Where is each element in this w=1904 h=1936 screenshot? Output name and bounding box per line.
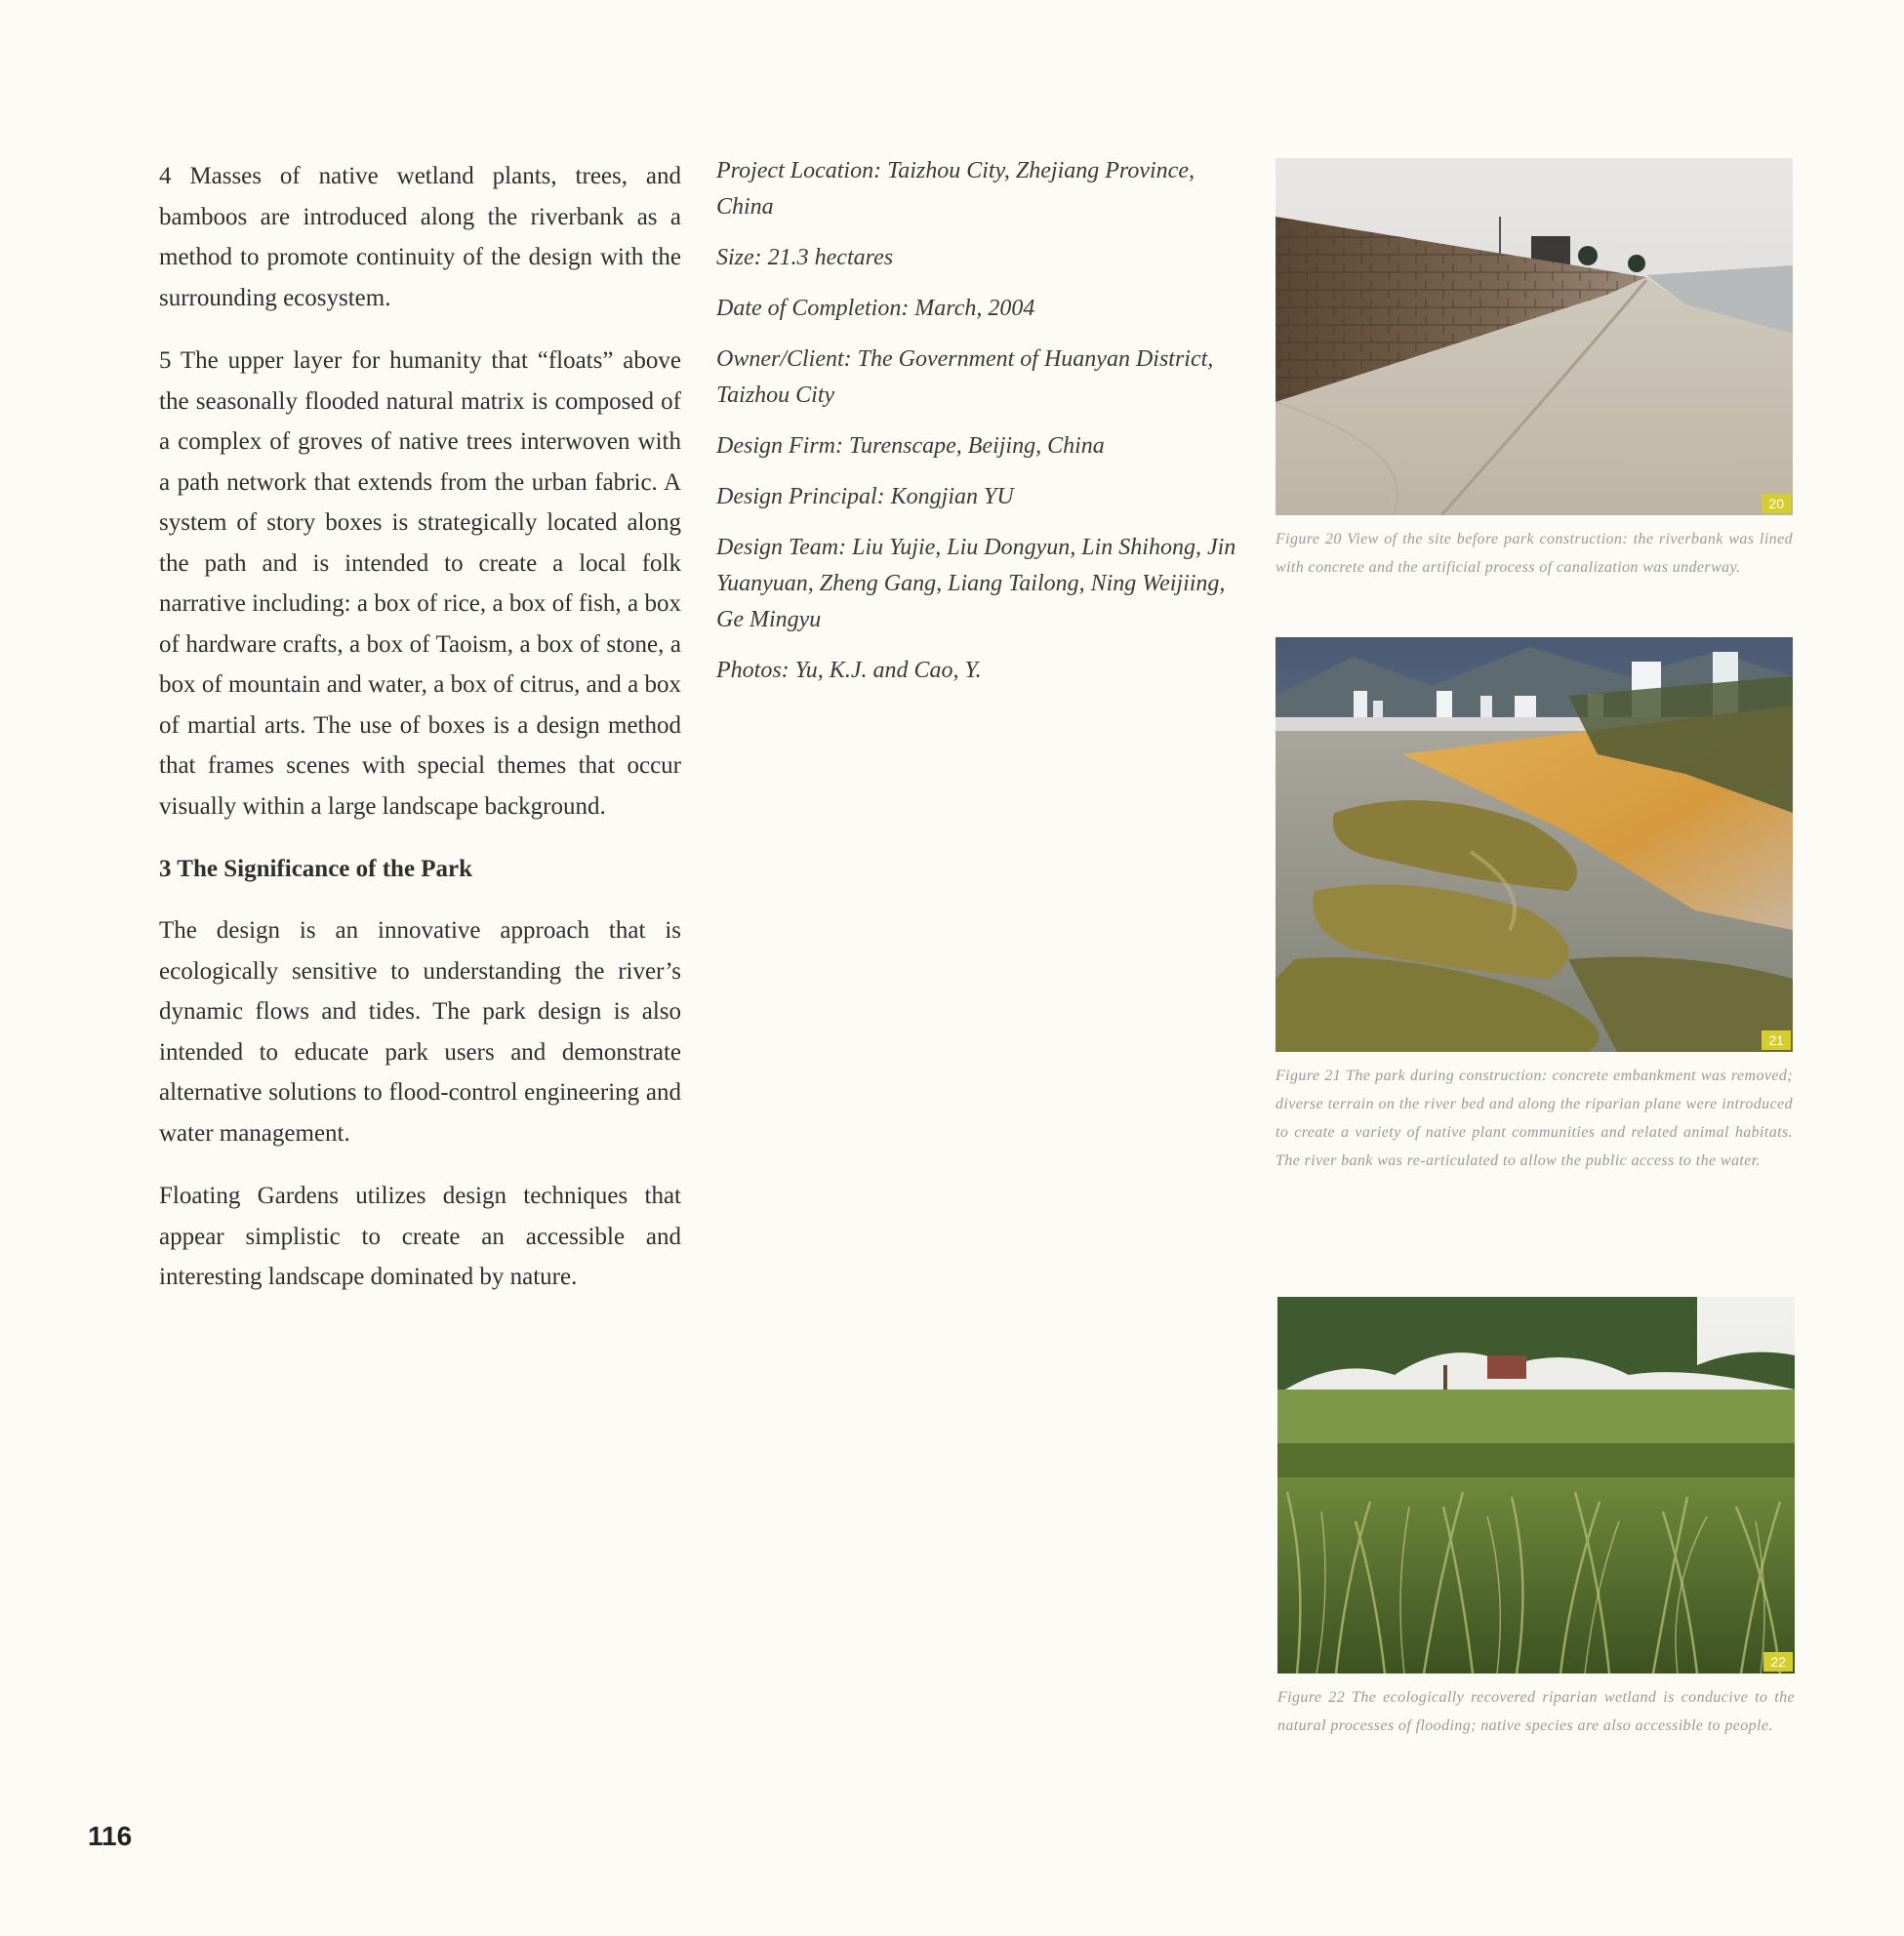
figure-20 <box>1276 158 1793 582</box>
design-team: Design Team: Liu Yujie, Liu Dongyun, Lin Shihong, Jin Yuanyuan, Zheng Gang, Liang Tailong, Ning Weijiing, Ge Mingyu <box>716 535 1236 632</box>
photo-concrete-riverbank <box>1276 158 1793 515</box>
paragraph-significance: The design is an innovative approach that is ecologically sensitive to understanding the river’s dynamic flows and tides. The park design is also intended to educate park users and demonstrate alternative solutions to flood-control engineering and water management. <box>159 917 681 1147</box>
project-location: Project Location: Taizhou City, Zhejiang Province, China <box>716 158 1195 220</box>
photo-credits: Photos: Yu, K.J. and Cao, Y. <box>716 658 982 683</box>
design-principal: Design Principal: Kongjian YU <box>716 484 1014 509</box>
paragraph-5: 5 The upper layer for humanity that “floats” above the seasonally flooded natural matrix is composed of a complex of groves of native trees interwoven with a path network that extends from the urban fabric. A system of story boxes is strategically located along the path and is intended to create a local folk narrative including: a box of rice, a box of fish, a box of hardware crafts, a box of Taoism, a box of stone, a box of mountain and water, a box of citrus, and a box of martial arts. The use of boxes is a design method that frames scenes with special themes that occur visually within a large landscape background. <box>159 347 681 820</box>
paragraph-floating-gardens: Floating Gardens utilizes design techniques that appear simplistic to create an accessible and interesting landscape dominated by nature. <box>159 1183 681 1290</box>
figure-22 <box>1277 1297 1795 1740</box>
project-info-column <box>716 153 1238 704</box>
figure-caption: Figure 21 The park during construction: concrete embankment was removed; diverse terrain on the river bed and along the riparian plane were introduced to create a variety of native plant communities and related animal habitats. The river bank was re-articulated to allow the public access to the water. <box>1276 1068 1793 1169</box>
paragraph-4: 4 Masses of native wetland plants, trees, and bamboos are introduced along the riverbank as a method to promote continuity of the design with the surrounding ecosystem. <box>159 163 681 311</box>
page-number: 116 <box>88 1821 133 1851</box>
completion-date: Date of Completion: March, 2004 <box>716 296 1035 321</box>
figure-21 <box>1276 637 1793 1175</box>
figure-number-badge: 20 <box>1762 494 1791 513</box>
figure-caption: Figure 20 View of the site before park construction: the riverbank was lined with concrete and the artificial process of canalization was underway. <box>1276 531 1793 576</box>
section-heading: 3 The Significance of the Park <box>159 856 473 882</box>
figure-number-badge: 22 <box>1763 1652 1793 1672</box>
photo-recovered-wetland <box>1277 1297 1795 1674</box>
body-text-column <box>159 156 681 1320</box>
project-size: Size: 21.3 hectares <box>716 245 894 270</box>
design-firm: Design Firm: Turenscape, Beijing, China <box>716 433 1105 459</box>
figure-number-badge: 21 <box>1762 1030 1791 1050</box>
photo-park-construction <box>1276 637 1793 1052</box>
owner-client: Owner/Client: The Government of Huanyan District, Taizhou City <box>716 346 1214 408</box>
figure-caption: Figure 22 The ecologically recovered riparian wetland is conducive to the natural processes of flooding; native species are also accessible to people. <box>1277 1689 1795 1734</box>
